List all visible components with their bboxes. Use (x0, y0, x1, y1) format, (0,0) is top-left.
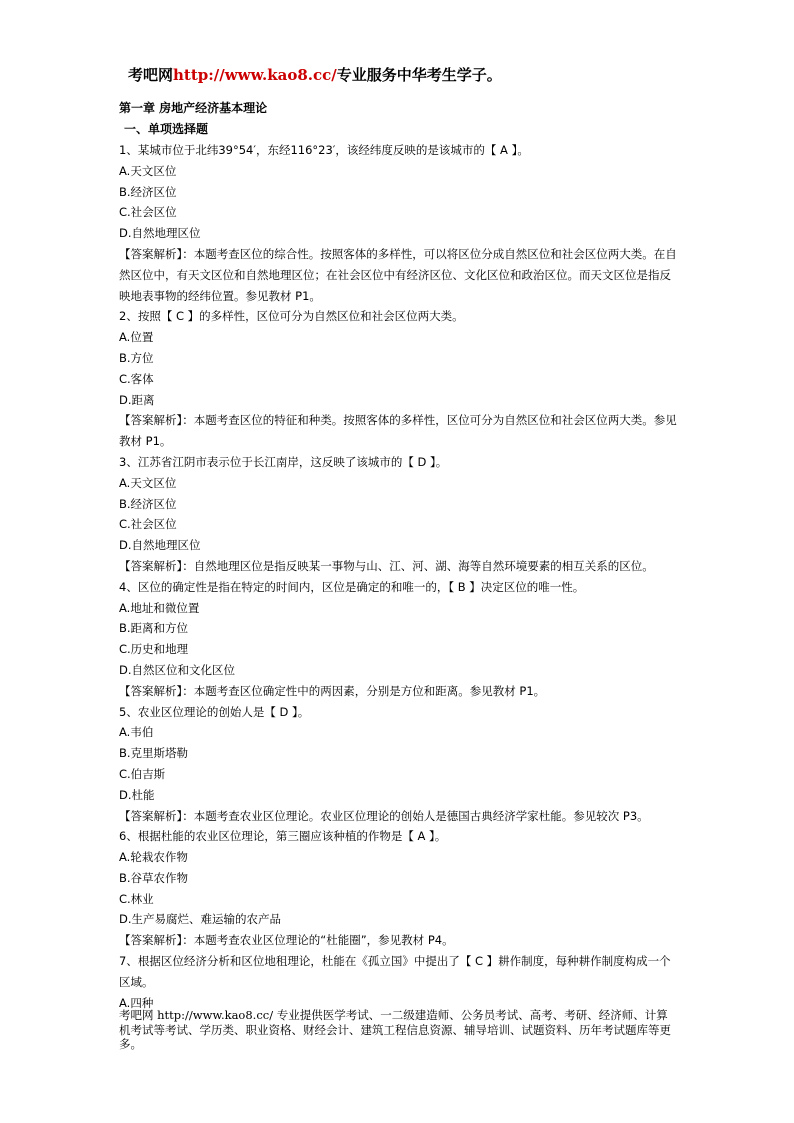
option-c: C.历史和地理 (119, 642, 189, 657)
question-4: 4、区位的确定性是指在特定的时间内，区位是确定的和唯一的，【 B 】决定区位的唯一性。 (119, 579, 585, 594)
question-2: 2、按照【 C 】的多样性，区位可分为自然区位和社会区位两大类。 (119, 309, 464, 324)
question-6: 6、根据杜能的农业区位理论，第三圈应该种植的作物是【 A 】。 (119, 829, 447, 844)
option-a: A.轮栽农作物 (119, 850, 188, 865)
option-a: A.四种 (119, 995, 154, 1010)
option-a: A.位置 (119, 330, 154, 345)
page-footer: 考吧网 http://www.kao8.cc/ 专业提供医学考试、一二级建造师、公务员考试、高考、考研、经济师、计算机考试等考试、学历类、职业资格、财经会计、建筑工程信息资源、辅导培训、试题资料、历年考试题库等更多。 (119, 1008, 671, 1052)
site-url-link[interactable]: http://www.kao8.cc/ (173, 66, 337, 84)
chapter-title: 第一章 房地产经济基本理论 (119, 101, 268, 115)
answer-explanation-4: 【答案解析】：本题考查区位确定性中的两因素，分别是方位和距离。参见教材 P1。 (119, 683, 546, 698)
option-c: C.客体 (119, 371, 154, 386)
option-c: C.社会区位 (119, 205, 177, 220)
question-3: 3、江苏省江阴市表示位于长江南岸，这反映了该城市的【 D 】。 (119, 454, 448, 469)
answer-explanation-1: 【答案解析】：本题考查区位的综合性。按照客体的多样性，可以将区位分成自然区位和社会区位两大类。在自然区位中，有天文区位和自然地理区位；在社会区位中有经济区位、文化区位和政治区位。而天文区位是指反映地表事物的经纬位置。参见教材 P1。 (119, 246, 677, 303)
option-a: A.韦伯 (119, 725, 154, 740)
option-b: B.距离和方位 (119, 621, 189, 636)
option-b: B.经济区位 (119, 496, 177, 511)
option-a: A.地址和微位置 (119, 600, 200, 615)
site-name: 考吧网 (128, 66, 174, 84)
option-b: B.方位 (119, 350, 154, 365)
option-c: C.林业 (119, 891, 154, 906)
answer-explanation-5: 【答案解析】：本题考查农业区位理论。农业区位理论的创始人是德国古典经济学家杜能。参见较次 P3。 (119, 808, 649, 823)
question-7: 7、根据区位经济分析和区位地租理论，杜能在《孤立国》中提出了【 C 】耕作制度，每种耕作制度构成一个区域。 (119, 954, 671, 989)
option-d: D.距离 (119, 392, 155, 407)
option-c: C.伯吉斯 (119, 766, 166, 781)
option-d: D.自然地理区位 (119, 538, 201, 553)
option-d: D.生产易腐烂、难运输的农产品 (119, 912, 282, 927)
option-d: D.自然区位和文化区位 (119, 662, 236, 677)
option-d: D.杜能 (119, 787, 155, 802)
option-c: C.社会区位 (119, 517, 177, 532)
page-header (128, 64, 502, 85)
question-content (119, 140, 681, 1013)
option-a: A.天文区位 (119, 163, 177, 178)
answer-explanation-2: 【答案解析】：本题考查区位的特征和种类。按照客体的多样性，区位可分为自然区位和社会区位两大类。参见教材 P1。 (119, 413, 677, 449)
option-a: A.天文区位 (119, 475, 177, 490)
answer-explanation-6: 【答案解析】：本题考查农业区位理论的“杜能圈”，参见教材 P4。 (119, 933, 454, 948)
option-b: B.谷草农作物 (119, 870, 189, 885)
option-d: D.自然地理区位 (119, 226, 201, 241)
question-5: 5、农业区位理论的创始人是【 D 】。 (119, 704, 310, 719)
option-b: B.克里斯塔勒 (119, 746, 189, 761)
site-slogan: 专业服务中华考生学子。 (336, 66, 502, 84)
answer-explanation-3: 【答案解析】：自然地理区位是指反映某一事物与山、江、河、湖、海等自然环境要素的相互关系的区位。 (119, 558, 654, 573)
option-b: B.经济区位 (119, 184, 177, 199)
section-title: 一、单项选择题 (124, 122, 209, 136)
question-1: 1、某城市位于北纬39°54′，东经116°23′，该经纬度反映的是该城市的【 A 】。 (119, 143, 529, 157)
